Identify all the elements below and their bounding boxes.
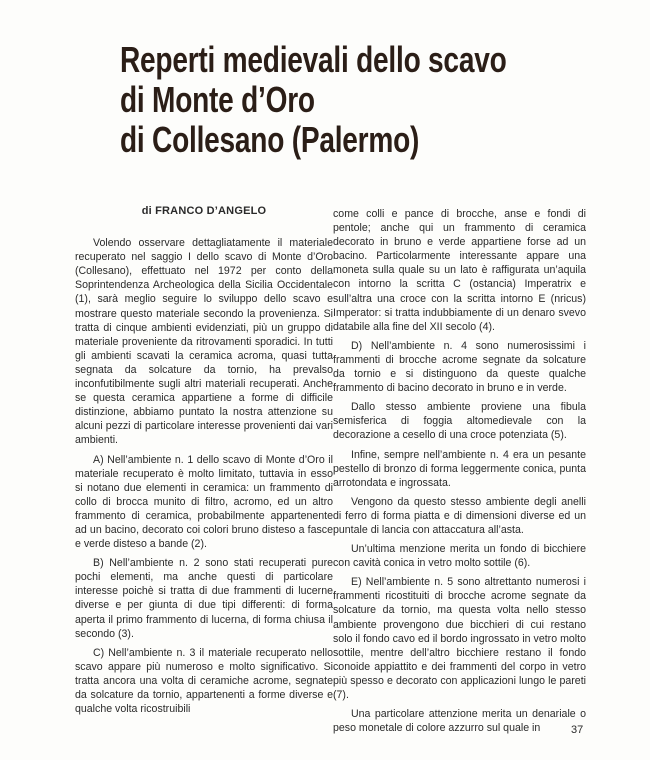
paragraph: Una particolare attenzione merita un denariale o peso monetale di colore azzurro sul quale in: [333, 708, 586, 735]
left-column: [75, 204, 333, 721]
title-line: di Monte d’Oro: [120, 79, 315, 120]
paragraph: Un’ultima menzione merita un fondo di bicchiere con cavità conica in vetro molto sottile (6).: [333, 543, 586, 570]
paragraph: C) Nell’ambiente n. 3 il materiale recuperato nello scavo appare più numeroso e molto significativo. Si tratta ancora una volta di ceramiche acrome, segnate da solcature da tornio, appartenenti a forme diverse e qualche volta ricostruibili: [75, 646, 333, 716]
paragraph: Vengono da questo stesso ambiente degli anelli di ferro di forma piatta e di dimensioni diverse ed un puntale di lancia con attaccatura all’asta.: [333, 495, 586, 536]
paragraph: come colli e pance di brocche, anse e fondi di pentole; anche qui un frammento di ceramica decorato in bruno e verde appartiene forse ad un bacino. Particolarmente interessante appare una moneta sulla quale su un lato è raffigurata un’aquila con intorno la scritta C (ostancia) Imperatrix e sull’altra una croce con la scritta intorno E (nricus) Imperator: si tratta indubbiamente di un denaro svevo databile alla fine del XII secolo (4).: [333, 208, 586, 333]
paragraph: D) Nell’ambiente n. 4 sono numerosissimi i frammenti di brocche acrome segnate da solcature da tornio e si distinguono da queste qualche frammento di bacino decorato in bruno e in verde.: [333, 339, 586, 395]
paragraph: Dallo stesso ambiente proviene una fibula semisferica di foggia altomedievale con la decorazione a cesello di una croce potenziata (5).: [333, 401, 586, 442]
article-title: [120, 39, 507, 160]
title-line: Reperti medievali dello scavo: [120, 39, 507, 80]
right-column: [333, 207, 586, 740]
paragraph: Volendo osservare dettagliatamente il materiale recuperato nel saggio I dello scavo di Monte d’Oro (Collesano), effettuato nel 1972 per conto della Soprintendenza Archeologica della Sicilia Occidentale (1), sarà meglio seguire lo sviluppo dello scavo e mostrare questo materiale secondo la provenienza. Si tratta di cinque ambienti evidenziati, più un gruppo di materiale proveniente da ritrovamenti sporadici. In tutti gli ambienti scavati la ceramica acroma, quasi tutta segnata da solcature da tornio, ha prevalso inconfutibilmente sugli altri materiali recuperati. Anche se questa ceramica appartiene a forme di difficile distinzione, abbiamo puntato la nostra attenzione su alcuni pezzi di particolare interesse provenienti dai vari ambienti.: [75, 237, 333, 447]
paragraph: E) Nell’ambiente n. 5 sono altrettanto numerosi i frammenti ricostituiti di brocche acrome segnate da solcature da tornio, ma questa volta nello stesso ambiente provengono due bicchieri di cui restano solo il fondo cavo ed il bordo ingrossato in vetro molto sottile, mentre dell’altro bicchiere restano il fondo conoide appiattito e dei frammenti del corpo in vetro più spesso e decorato con applicazioni lungo le pareti (7).: [333, 576, 586, 701]
paragraph: A) Nell’ambiente n. 1 dello scavo di Monte d’Oro il materiale recuperato è molto limitato, tuttavia in esso si notano due elementi in ceramica: un frammento di collo di brocca munito di filtro, acromo, ed un altro frammento di ceramica, probabilmente appartenente ad un bacino, decorato coi colori bruno disteso a fasce e verde disteso a bande (2).: [75, 453, 333, 551]
author-byline: di FRANCO D’ANGELO: [141, 205, 267, 217]
page-number: 37: [571, 724, 584, 736]
paragraph: Infine, sempre nell’ambiente n. 4 era un pesante pestello di bronzo di forma leggermente conica, punta arrotondata e ingrossata.: [333, 448, 586, 489]
paragraph: B) Nell’ambiente n. 2 sono stati recuperati pure pochi elementi, ma anche questi di particolare interesse poichè si tratta di due frammenti di lucerne diverse e per giunta di due tipi differenti: di forma aperta il primo frammento di lucerna, di forma chiusa il secondo (3).: [75, 557, 333, 640]
title-line: di Collesano (Palermo): [120, 119, 420, 160]
